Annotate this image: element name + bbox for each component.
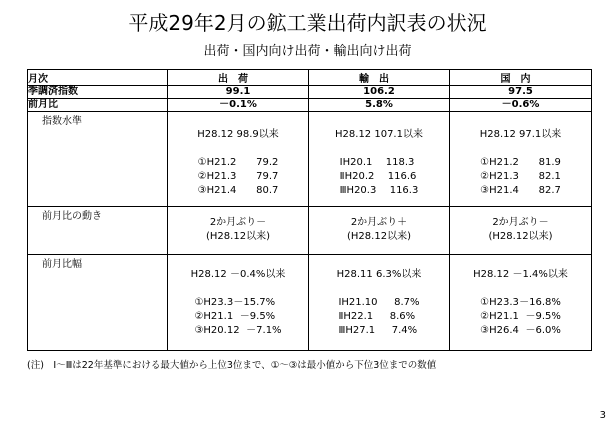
- rank-value: 82.1: [538, 171, 561, 182]
- rank-value: 79.7: [256, 171, 279, 182]
- movement-export-cell: [309, 207, 450, 255]
- level-domestic-cell: [450, 112, 592, 207]
- header-export: 輸出: [309, 70, 450, 86]
- level-export-ranks: [340, 156, 419, 198]
- mom-domestic: －0.6%: [450, 99, 592, 112]
- rank-value: 8.6%: [389, 311, 416, 322]
- rank-label: ①H23.3: [194, 297, 234, 308]
- page-title: 平成29年2月の鉱工業出荷内訳表の状況: [128, 11, 487, 35]
- rank-value: 116.3: [389, 185, 419, 196]
- rank-value: 79.2: [256, 157, 279, 168]
- rank-label: ③H21.4: [197, 185, 237, 196]
- rank-value: 80.7: [256, 185, 279, 196]
- range-shipment-cell: [168, 255, 309, 351]
- level-label: 指数水準: [28, 112, 168, 207]
- header-month-label: 月次: [28, 70, 168, 86]
- rank-value: －9.5%: [239, 311, 276, 322]
- rank-label: ②H21.3: [197, 171, 237, 182]
- range-domestic-cell: [450, 255, 592, 351]
- index-row: [28, 86, 592, 99]
- range-domestic-ranks: [480, 296, 561, 338]
- mom-shipment: －0.1%: [168, 99, 309, 112]
- rank-label: ③H26.4: [480, 325, 519, 336]
- movement-domestic-line2: (H28.12以来): [488, 231, 553, 242]
- rank-label: ③H20.12: [194, 325, 240, 336]
- movement-domestic-cell: [450, 207, 592, 255]
- header-row: [28, 70, 592, 86]
- rank-label: ②H21.1: [194, 311, 234, 322]
- level-domestic-headline: H28.12 97.1以来: [479, 129, 562, 140]
- shipment-breakdown-table: [27, 69, 592, 351]
- range-shipment-ranks: [194, 296, 281, 338]
- footnote: (注) Ⅰ～Ⅲは22年基準における最大値から上位3位まで、①～③は最小値から下位3位までの数値: [27, 360, 437, 371]
- level-shipment-headline: H28.12 98.9以来: [197, 129, 279, 140]
- mom-export: 5.8%: [309, 99, 450, 112]
- rank-value: 82.7: [538, 185, 561, 196]
- index-domestic: 97.5: [450, 86, 592, 99]
- rank-value: 8.7%: [394, 297, 420, 308]
- page-subtitle: 出荷・国内向け出荷・輸出向け出荷: [203, 44, 412, 59]
- rank-label: ①H21.2: [480, 157, 519, 168]
- movement-export-line2: (H28.12以来): [347, 231, 411, 242]
- range-export-cell: [309, 255, 450, 351]
- rank-label: ⅠH21.10: [338, 297, 378, 308]
- level-export-headline: H28.12 107.1以来: [335, 129, 423, 140]
- rank-label: ⅢH20.3: [339, 185, 377, 196]
- movement-shipment-cell: [168, 207, 309, 255]
- rank-value: －16.8%: [519, 297, 561, 308]
- rank-value: 81.9: [538, 157, 561, 168]
- rank-value: －6.0%: [525, 325, 561, 336]
- level-shipment-cell: [168, 112, 309, 207]
- rank-label: ②H21.1: [480, 311, 519, 322]
- range-export-headline: H28.11 6.3%以来: [336, 269, 422, 280]
- range-row: [28, 255, 592, 351]
- level-domestic-ranks: [480, 156, 561, 198]
- movement-domestic-line1: 2か月ぶり－: [492, 217, 549, 228]
- rank-value: 7.4%: [391, 325, 418, 336]
- level-row: [28, 112, 592, 207]
- rank-value: －9.5%: [525, 311, 561, 322]
- rank-label: ⅡH20.2: [339, 171, 375, 182]
- rank-value: －7.1%: [246, 325, 282, 336]
- rank-label: ⅠH20.1: [339, 157, 373, 168]
- rank-label: ②H21.3: [480, 171, 519, 182]
- rank-value: 116.6: [387, 171, 417, 182]
- range-domestic-headline: H28.12 －1.4%以来: [473, 269, 568, 280]
- mom-label: 前月比: [28, 99, 168, 112]
- index-label: 季調済指数: [28, 86, 168, 99]
- rank-label: ⅡH22.1: [338, 311, 374, 322]
- movement-shipment-line1: 2か月ぶり－: [209, 217, 267, 228]
- movement-export-line1: 2か月ぶり＋: [350, 217, 408, 228]
- index-export: 106.2: [309, 86, 450, 99]
- movement-row: [28, 207, 592, 255]
- movement-shipment-line2: (H28.12以来): [206, 231, 270, 242]
- level-export-cell: [309, 112, 450, 207]
- rank-label: ③H21.4: [480, 185, 519, 196]
- level-shipment-ranks: [198, 156, 279, 198]
- range-shipment-headline: H28.12 －0.4%以来: [190, 269, 286, 280]
- rank-label: ①H23.3: [480, 297, 519, 308]
- rank-value: 118.3: [385, 157, 415, 168]
- rank-label: ①H21.2: [197, 157, 237, 168]
- mom-row: [28, 99, 592, 112]
- range-label: 前月比幅: [28, 255, 168, 351]
- movement-label: 前月比の動き: [28, 207, 168, 255]
- header-shipment: 出荷: [168, 70, 309, 86]
- page-number: 3: [599, 410, 606, 421]
- range-export-ranks: [338, 296, 419, 338]
- index-shipment: 99.1: [168, 86, 309, 99]
- header-domestic: 国内: [450, 70, 592, 86]
- rank-value: －15.7%: [233, 297, 276, 308]
- rank-label: ⅢH27.1: [338, 325, 376, 336]
